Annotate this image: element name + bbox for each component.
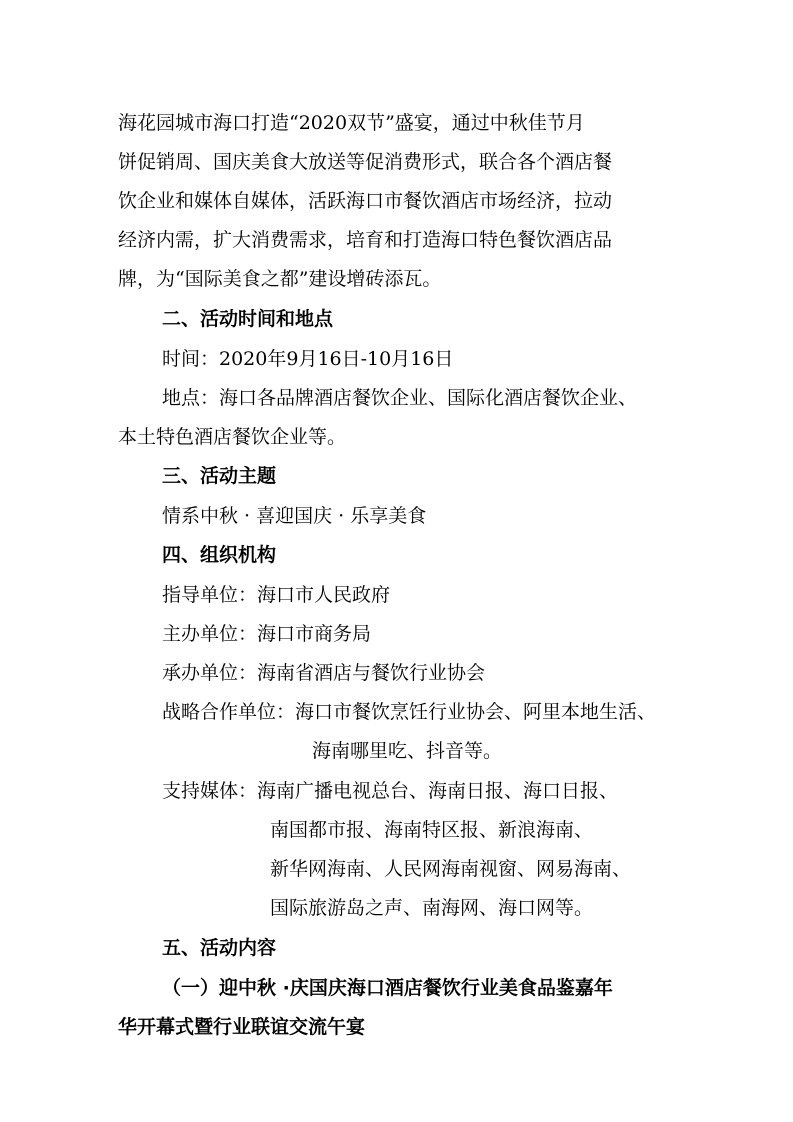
section-heading-theme: 三、活动主题: [162, 465, 277, 487]
partner-units-line2: 海南哪里吃、抖音等。: [312, 740, 503, 762]
organizer-unit: 承办单位：海南省酒店与餐饮行业协会: [162, 662, 486, 684]
section-heading-organization: 四、组织机构: [162, 544, 277, 566]
intro-line: 海花园城市海口打造“2020双节”盛宴，通过中秋佳节月: [118, 112, 585, 134]
support-media-line1: 支持媒体：海南广播电视总台、海南日报、海口日报、: [162, 780, 619, 802]
section-heading-content: 五、活动内容: [162, 937, 277, 959]
event-time: 时间：2020年9月16日-10月16日: [162, 348, 454, 370]
section-heading-time-place: 二、活动时间和地点: [162, 308, 334, 330]
support-media-line2: 南国都市报、海南特区报、新浪海南、: [270, 819, 594, 841]
event-place-line2: 本土特色酒店餐饮企业等。: [118, 426, 347, 448]
intro-line: 饮企业和媒体自媒体，活跃海口市餐饮酒店市场经济，拉动: [118, 190, 613, 212]
intro-line: 饼促销周、国庆美食大放送等促消费形式，联合各个酒店餐: [118, 151, 613, 173]
event-place-line1: 地点：海口各品牌酒店餐饮企业、国际化酒店餐饮企业、: [162, 387, 638, 409]
subsection-heading-line2: 华开幕式暨行业联谊交流午宴: [118, 1016, 366, 1038]
guide-unit: 指导单位：海口市人民政府: [162, 584, 391, 606]
subsection-heading-line1: （一）迎中秋 ·庆国庆海口酒店餐饮行业美食品鉴嘉年: [162, 977, 613, 999]
event-theme: 情系中秋 · 喜迎国庆 · 乐享美食: [162, 505, 427, 527]
support-media-line4: 国际旅游岛之声、南海网、海口网等。: [270, 897, 594, 919]
support-media-line3: 新华网海南、人民网海南视窗、网易海南、: [270, 858, 632, 880]
host-unit: 主办单位：海口市商务局: [162, 623, 372, 645]
intro-line: 经济内需，扩大消费需求，培育和打造海口特色餐饮酒店品: [118, 229, 613, 251]
partner-units-line1: 战略合作单位：海口市餐饮烹饪行业协会、阿里本地生活、: [162, 701, 657, 723]
intro-line: 牌，为“国际美食之都”建设增砖添瓦。: [118, 268, 442, 290]
